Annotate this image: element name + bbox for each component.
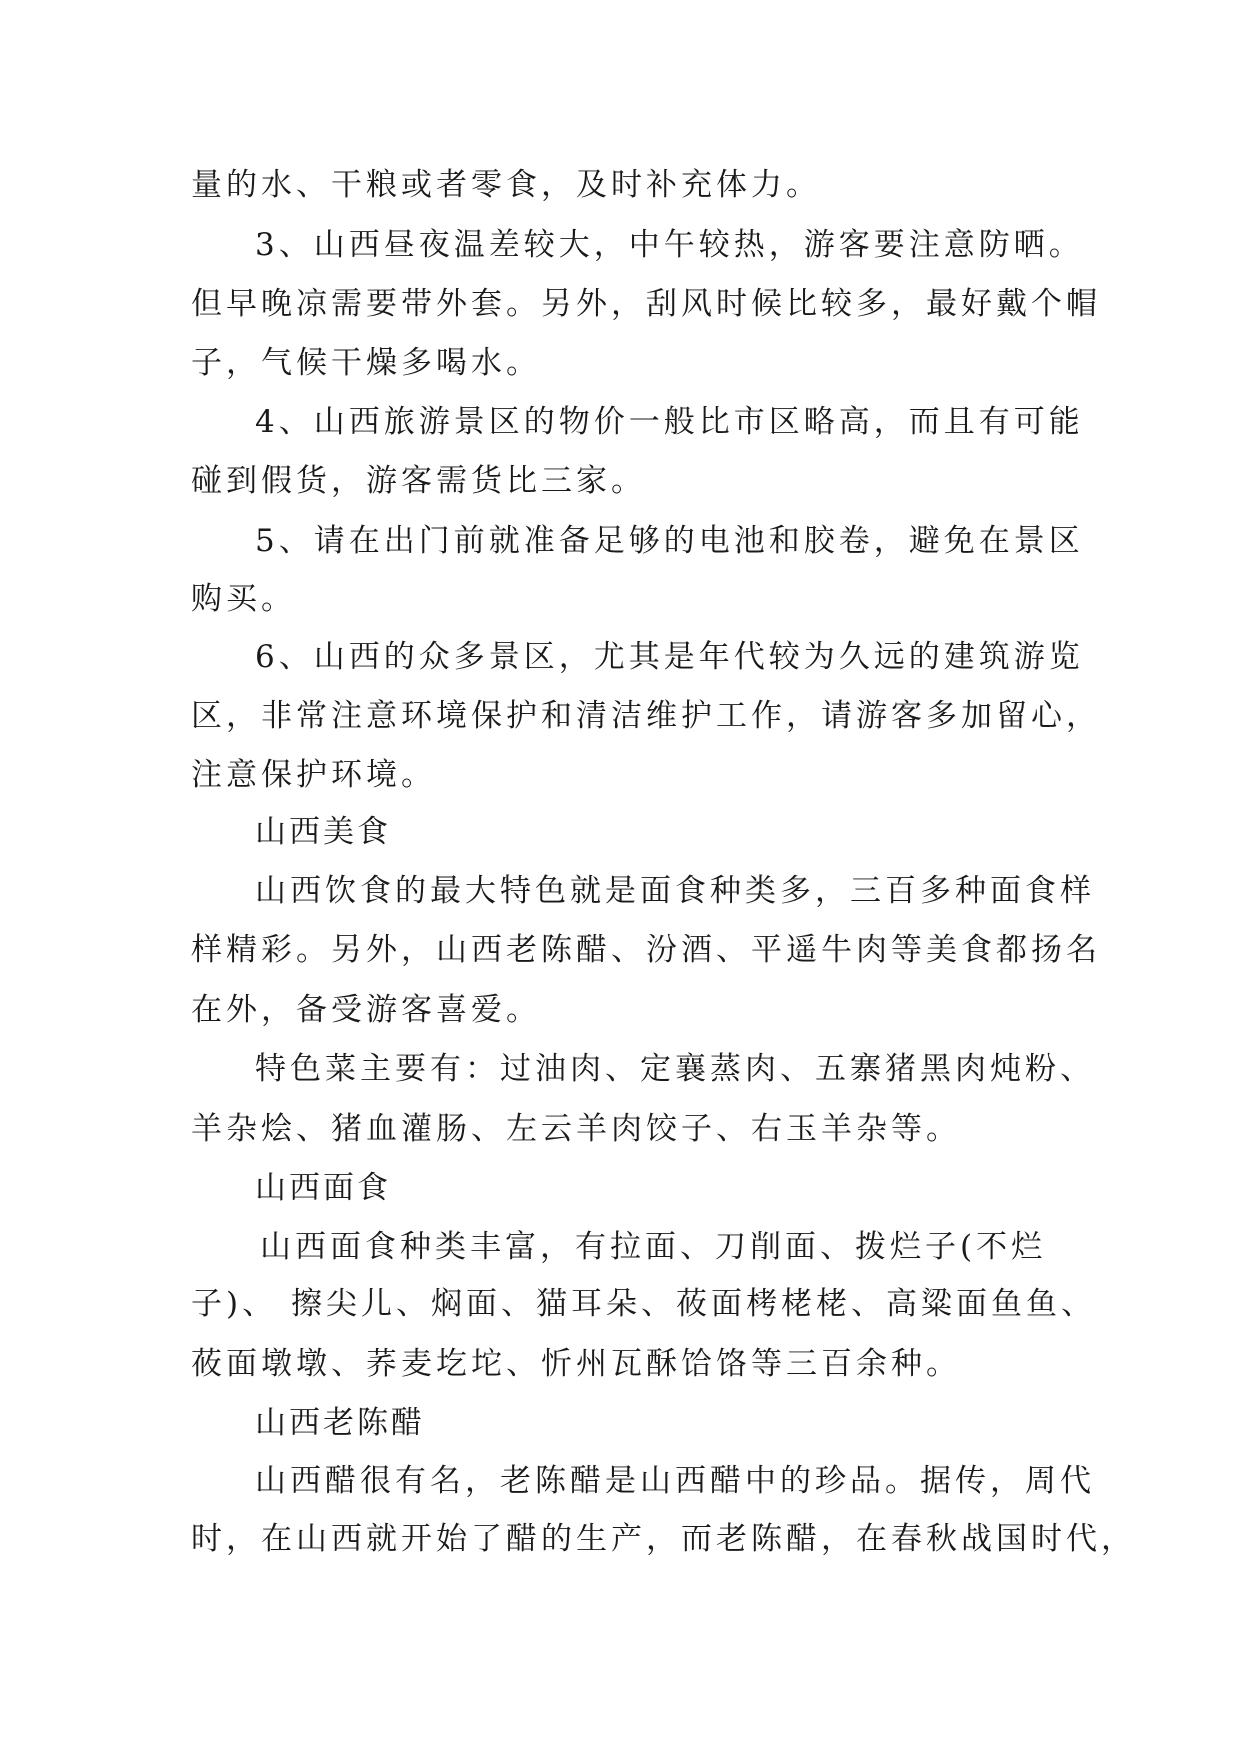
paragraph-line: 羊杂烩、猪血灌肠、左云羊肉饺子、右玉羊杂等。 — [191, 1111, 961, 1147]
paragraph-line: 量的水、干粮或者零食，及时补充体力。 — [191, 167, 821, 203]
paragraph-line: 样精彩。另外，山西老陈醋、汾酒、平遥牛肉等美食都扬名 — [191, 932, 1101, 968]
list-item-4-line: 4、山西旅游景区的物价一般比市区略高，而且有可能 — [255, 404, 1084, 440]
list-item-3-line: 子，气候干燥多喝水。 — [191, 345, 541, 381]
list-item-3-line: 3、山西昼夜温差较大，中午较热，游客要注意防晒。 — [255, 227, 1084, 263]
section-heading-shanxi-vinegar: 山西老陈醋 — [255, 1405, 425, 1441]
paragraph-line: 特色菜主要有：过油肉、定襄蒸肉、五寨猪黑肉炖粉、 — [255, 1051, 1095, 1087]
section-heading-shanxi-noodles: 山西面食 — [255, 1170, 391, 1206]
list-item-5-line: 5、请在出门前就准备足够的电池和胶卷，避免在景区 — [255, 523, 1084, 559]
list-item-5-line: 购买。 — [191, 581, 296, 617]
paragraph-line: 山西醋很有名，老陈醋是山西醋中的珍品。据传，周代 — [255, 1463, 1095, 1499]
list-item-3-line: 但早晚凉需要带外套。另外，刮风时候比较多，最好戴个帽 — [191, 286, 1101, 322]
paragraph-line: 山西面食种类丰富，有拉面、刀削面、拨烂子(不烂 — [260, 1229, 1047, 1265]
list-item-6-line: 注意保护环境。 — [191, 757, 436, 793]
list-item-4-line: 碰到假货，游客需货比三家。 — [191, 463, 646, 499]
list-item-6-line: 区，非常注意环境保护和清洁维护工作，请游客多加留心， — [191, 698, 1101, 734]
paragraph-line: 时，在山西就开始了醋的生产，而老陈醋，在春秋战国时代， — [191, 1521, 1136, 1557]
section-heading-shanxi-food: 山西美食 — [255, 814, 391, 850]
paragraph-line: 莜面墩墩、荞麦圪坨、忻州瓦酥饸饹等三百余种。 — [191, 1346, 961, 1382]
paragraph-line: 山西饮食的最大特色就是面食种类多，三百多种面食样 — [255, 873, 1095, 909]
paragraph-line: 子)、 擦尖儿、焖面、猫耳朵、莜面栲栳栳、高粱面鱼鱼、 — [191, 1286, 1096, 1322]
paragraph-line: 在外，备受游客喜爱。 — [191, 992, 541, 1028]
list-item-6-line: 6、山西的众多景区，尤其是年代较为久远的建筑游览 — [255, 639, 1084, 675]
